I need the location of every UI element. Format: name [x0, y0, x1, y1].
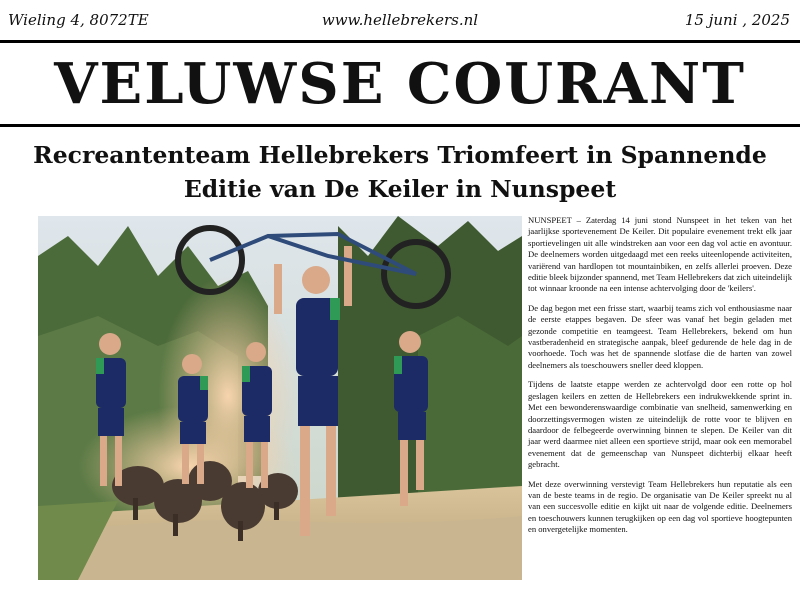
headline-line-1: Recreantenteam Hellebrekers Triomfeert in Spannende [33, 141, 767, 169]
newspaper-title: VELUWSE COURANT [54, 51, 746, 117]
website-link[interactable]: www.hellebrekers.nl [321, 11, 479, 29]
article-paragraph-3: Tijdens de laatste etappe werden ze achtervolgd door een rotte op hol geslagen keilers en zetten de Hellebrekers een indrukwekkende sprint in. Met een bewonderenswaardige combinatie van snelheid, samenwerking en doorzettingsvermogen wisten ze uiteindelijk de rotte voor te blijven en daardoor de felbegeerde overwinning binnen te slepen. De Keiler van dit jaar werd daarmee niet alleen een sportieve strijd, maar ook een memorabel evenement dat de gemeenschap van Nunspeet dichterbij elkaar heeft gebracht. [528, 379, 792, 470]
headline-line-2: Editie van De Keiler in Nunspeet [183, 175, 617, 203]
masthead-rule-bottom [0, 124, 800, 127]
article-headline [20, 138, 780, 206]
article-paragraph-4: Met deze overwinning verstevigt Team Hellebrekers hun reputatie als een van de beste teams in de regio. De organisatie van De Keiler spreekt nu al van een succesvolle editie en kijkt uit naar de volgende editie. Deelnemers en toeschouwers kunnen terugkijken op een dag vol sportieve hoogtepunten en onvergetelijke momenten. [528, 478, 792, 535]
address: Wieling 4, 8072TE [8, 11, 149, 29]
article-photo [38, 216, 522, 580]
publication-date: 15 juni , 2025 [684, 11, 790, 29]
top-bar [0, 0, 800, 40]
article-paragraph-2: De dag begon met een frisse start, waarbij teams zich vol enthousiasme naar de eerste etappes begaven. De sfeer was vanaf het begin geladen met gezonde competitie en teamgeest. Team Hellebrekers, bekend om hun vastberadenheid en strategische aanpak, bleef gedurende de hele dag in de voorhoede. Toch was het de spannende slotfase die de harten van zowel deelnemers als toeschouwers sneller deed kloppen. [528, 302, 792, 370]
article-paragraph-1: NUNSPEET – Zaterdag 14 juni stond Nunspeet in het teken van het jaarlijkse sportevenement De Keiler. Dit populaire evenement trekt elk jaar sportievelingen uit alle windstreken aan voor een dag vol actie en avontuur. De deelnemers worden uitgedaagd met een reeks uiteenlopende activiteiten, variërend van hardlopen tot mountainbiken, en zelfs allerlei proeven. Deze editie bleek bijzonder spannend, met Team Hellebrekers dat zich uiteindelijk tot winnaar kroonde na een intense achtervolging door de 'keilers'. [528, 215, 792, 294]
article-body [528, 215, 792, 544]
